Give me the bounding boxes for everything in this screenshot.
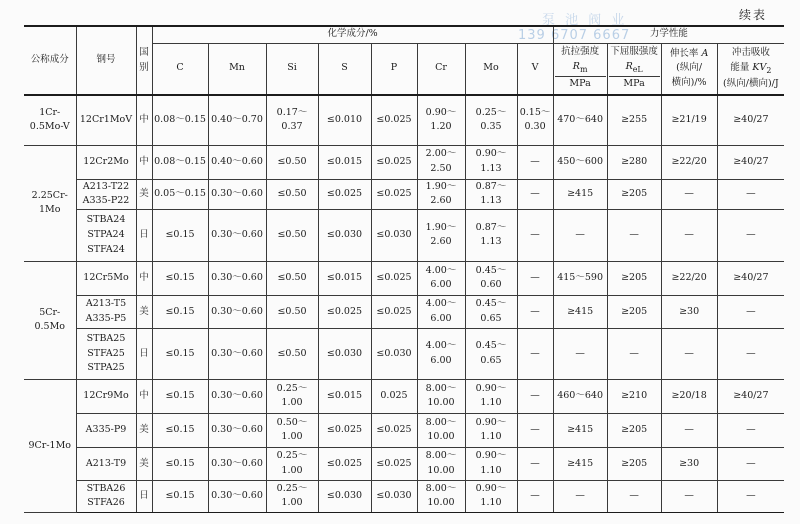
cr-cell: [417, 95, 465, 145]
v-line: —: [530, 347, 540, 359]
cr-cell: [417, 379, 465, 413]
continued-label: 续表: [739, 8, 768, 22]
p-cell: ≤0.025: [371, 145, 417, 179]
nominal-line: 2.25Cr-: [31, 189, 68, 201]
header-yield-label: 下屈服强度: [610, 46, 658, 58]
rel-cell: ≥205: [607, 261, 661, 295]
rm-cell: ≥415: [553, 413, 607, 447]
v-cell: [517, 447, 553, 480]
header-s: S: [318, 43, 371, 95]
v-line: —: [530, 272, 540, 284]
c-cell: ≤0.15: [152, 295, 208, 328]
cr-line: 1.90～: [425, 221, 457, 233]
kv-cell: —: [717, 328, 784, 379]
cr-cell: [417, 295, 465, 328]
grade-cell: [76, 413, 136, 447]
v-line: —: [530, 155, 540, 167]
a-cell: —: [661, 328, 717, 379]
kv-cell: —: [717, 179, 784, 209]
a-cell: ≥30: [661, 447, 717, 480]
header-elong-symbol: A: [701, 47, 709, 59]
grade-cell: [76, 328, 136, 379]
mo-cell: 0.25～0.35: [465, 95, 517, 145]
cr-line: 8.00～: [425, 450, 457, 462]
rel-cell: ≥205: [607, 447, 661, 480]
c-cell: ≤0.15: [152, 209, 208, 261]
header-impact-l2: 能量: [730, 61, 753, 73]
si-cell: ≤0.50: [266, 295, 318, 328]
grade-line: 12Cr5Mo: [83, 272, 129, 284]
cr-cell: [417, 480, 465, 512]
mn-cell: 0.40～0.70: [208, 95, 266, 145]
cr-cell: [417, 261, 465, 295]
mn-cell: 0.30～0.60: [208, 295, 266, 328]
rel-cell: ≥255: [607, 95, 661, 145]
a-cell: ≥20/18: [661, 379, 717, 413]
rel-cell: —: [607, 480, 661, 512]
cr-cell: [417, 209, 465, 261]
grade-line: A213-T9: [85, 457, 127, 469]
country-cell: 中: [136, 379, 152, 413]
cr-cell: [417, 413, 465, 447]
a-cell: ≥30: [661, 295, 717, 328]
s-cell: ≤0.010: [318, 95, 371, 145]
v-line: —: [530, 424, 540, 436]
rm-cell: 450～600: [553, 145, 607, 179]
rm-cell: —: [553, 480, 607, 512]
p-cell: ≤0.030: [371, 209, 417, 261]
cr-line: 8.00～: [425, 416, 457, 428]
c-cell: 0.05～0.15: [152, 179, 208, 209]
rm-cell: ≥415: [553, 295, 607, 328]
v-cell: [517, 379, 553, 413]
nominal-line: 0.5Mo-V: [29, 121, 70, 133]
kv-cell: ≥40/27: [717, 145, 784, 179]
header-si: Si: [266, 43, 318, 95]
kv-cell: —: [717, 447, 784, 480]
a-cell: ≥22/20: [661, 145, 717, 179]
header-mech-group: 力学性能: [553, 26, 784, 43]
watermark-name: 泵 池 阀 业: [542, 13, 628, 28]
country-cell: 日: [136, 480, 152, 512]
a-cell: ≥22/20: [661, 261, 717, 295]
v-line: —: [530, 229, 540, 241]
c-cell: ≤0.15: [152, 447, 208, 480]
grade-line: STFA25: [87, 347, 125, 359]
mo-cell: 0.87～1.13: [465, 209, 517, 261]
grade-line: 12Cr1MoV: [79, 113, 133, 125]
grade-cell: [76, 295, 136, 328]
grade-line: STPA25: [87, 362, 125, 374]
header-v: V: [517, 43, 553, 95]
mn-cell: 0.30～0.60: [208, 379, 266, 413]
header-mn: Mn: [208, 43, 266, 95]
a-cell: —: [661, 179, 717, 209]
grade-line: STBA26: [86, 482, 126, 494]
header-cr: Cr: [417, 43, 465, 95]
s-cell: ≤0.030: [318, 328, 371, 379]
cr-line: 2.60: [430, 195, 452, 207]
s-cell: ≤0.025: [318, 179, 371, 209]
si-cell: ≤0.50: [266, 328, 318, 379]
country-cell: 日: [136, 328, 152, 379]
mn-cell: 0.30～0.60: [208, 328, 266, 379]
s-cell: ≤0.025: [318, 295, 371, 328]
v-line: —: [530, 305, 540, 317]
p-cell: ≤0.025: [371, 413, 417, 447]
p-cell: ≤0.030: [371, 480, 417, 512]
p-cell: ≤0.025: [371, 261, 417, 295]
v-line: —: [530, 457, 540, 469]
mo-cell: 0.90～1.10: [465, 447, 517, 480]
si-cell: 0.17～0.37: [266, 95, 318, 145]
country-cell: 日: [136, 209, 152, 261]
si-cell: 0.50～1.00: [266, 413, 318, 447]
grade-line: STFA26: [87, 497, 125, 509]
kv-cell: —: [717, 480, 784, 512]
grade-cell: [76, 145, 136, 179]
v-cell: [517, 209, 553, 261]
header-country-l2: 别: [139, 61, 149, 73]
mo-cell: 0.90～1.10: [465, 379, 517, 413]
rel-cell: ≥205: [607, 179, 661, 209]
cr-line: 6.00: [430, 279, 452, 291]
mo-cell: 0.45～0.65: [465, 295, 517, 328]
country-cell: 美: [136, 413, 152, 447]
header-country: [136, 26, 152, 95]
cr-cell: [417, 179, 465, 209]
grade-line: 12Cr2Mo: [83, 155, 129, 167]
v-line: —: [530, 490, 540, 502]
kv-cell: ≥40/27: [717, 261, 784, 295]
header-elong-l2: (纵向/: [676, 62, 703, 74]
s-cell: ≤0.015: [318, 145, 371, 179]
mo-cell: 0.87～1.13: [465, 179, 517, 209]
si-cell: ≤0.50: [266, 261, 318, 295]
header-tensile-label: 抗拉强度: [561, 46, 600, 58]
header-elong-label: 伸长率: [669, 47, 702, 59]
mo-cell: 0.45～0.65: [465, 328, 517, 379]
grade-cell: [76, 209, 136, 261]
v-cell: [517, 295, 553, 328]
cr-line: 10.00: [427, 464, 455, 476]
header-tensile: [553, 43, 607, 95]
mo-cell: 0.90～1.13: [465, 145, 517, 179]
v-cell: [517, 145, 553, 179]
header-impact-l3: (纵向/横向)/J: [723, 77, 779, 89]
cr-line: 4.00～: [425, 340, 457, 352]
grade-line: A213-T5: [85, 298, 127, 310]
cr-line: 0.90～: [425, 106, 457, 118]
country-cell: 中: [136, 145, 152, 179]
c-cell: ≤0.15: [152, 413, 208, 447]
nominal-cell: [24, 261, 76, 379]
country-cell: 中: [136, 261, 152, 295]
v-line: —: [530, 187, 540, 199]
header-tensile-unit: MPa: [555, 76, 606, 92]
grade-cell: [76, 480, 136, 512]
si-cell: 0.25～1.00: [266, 480, 318, 512]
grade-line: A213-T22: [82, 180, 130, 192]
c-cell: 0.08～0.15: [152, 95, 208, 145]
v-cell: [517, 261, 553, 295]
table-row: [24, 379, 784, 413]
p-cell: ≤0.025: [371, 95, 417, 145]
rm-cell: ≥415: [553, 179, 607, 209]
header-elongation: [661, 43, 717, 95]
table-row: [24, 145, 784, 179]
grade-cell: [76, 179, 136, 209]
c-cell: ≤0.15: [152, 328, 208, 379]
cr-line: 4.00～: [425, 264, 457, 276]
grade-line: STFA24: [87, 243, 125, 255]
p-cell: ≤0.025: [371, 447, 417, 480]
rm-cell: ≥415: [553, 447, 607, 480]
grade-line: STBA24: [86, 214, 126, 226]
rel-cell: ≥205: [607, 295, 661, 328]
grade-line: A335-P22: [82, 195, 130, 207]
mn-cell: 0.40～0.60: [208, 145, 266, 179]
s-cell: ≤0.015: [318, 261, 371, 295]
header-yield-unit: MPa: [609, 76, 660, 92]
nominal-line: 1Mo: [39, 204, 61, 216]
v-cell: [517, 95, 553, 145]
grade-line: STBA25: [86, 332, 126, 344]
header-p: P: [371, 43, 417, 95]
kv-cell: —: [717, 413, 784, 447]
nominal-cell: [24, 379, 76, 512]
p-cell: ≤0.025: [371, 179, 417, 209]
grade-cell: [76, 95, 136, 145]
c-cell: 0.08～0.15: [152, 145, 208, 179]
p-cell: ≤0.030: [371, 328, 417, 379]
grade-line: A335-P9: [85, 424, 127, 436]
grade-cell: [76, 261, 136, 295]
cr-line: 4.00～: [425, 298, 457, 310]
header-mo: Mo: [465, 43, 517, 95]
mn-cell: 0.30～0.60: [208, 413, 266, 447]
header-c: C: [152, 43, 208, 95]
rel-cell: —: [607, 328, 661, 379]
table-row: [24, 209, 784, 261]
mn-cell: 0.30～0.60: [208, 447, 266, 480]
header-impact-symbol: KV: [752, 61, 767, 73]
v-cell: [517, 179, 553, 209]
grade-line: 12Cr9Mo: [83, 390, 129, 402]
cr-line: 10.00: [427, 397, 455, 409]
header-tensile-sub: m: [579, 65, 588, 75]
table-row: [24, 480, 784, 512]
p-cell: ≤0.025: [371, 295, 417, 328]
nominal-line: 9Cr-1Mo: [28, 439, 72, 451]
s-cell: ≤0.015: [318, 379, 371, 413]
si-cell: ≤0.50: [266, 145, 318, 179]
table-row: [24, 295, 784, 328]
rm-cell: 460～640: [553, 379, 607, 413]
p-cell: 0.025: [371, 379, 417, 413]
kv-cell: —: [717, 295, 784, 328]
country-cell: 美: [136, 179, 152, 209]
si-cell: ≤0.50: [266, 209, 318, 261]
nominal-cell: [24, 95, 76, 145]
c-cell: ≤0.15: [152, 261, 208, 295]
nominal-cell: [24, 145, 76, 261]
rm-cell: —: [553, 209, 607, 261]
v-cell: [517, 413, 553, 447]
header-grade: 钢号: [76, 26, 136, 95]
table-row: [24, 179, 784, 209]
rel-cell: —: [607, 209, 661, 261]
header-impact-l1: 冲击吸收: [731, 46, 770, 58]
cr-line: 6.00: [430, 312, 452, 324]
a-cell: —: [661, 413, 717, 447]
cr-line: 2.60: [430, 236, 452, 248]
header-tensile-symbol: R: [572, 61, 580, 73]
rel-cell: ≥280: [607, 145, 661, 179]
header-yield-sub: eL: [632, 65, 643, 75]
v-line: —: [530, 390, 540, 402]
kv-cell: —: [717, 209, 784, 261]
table-row: [24, 447, 784, 480]
v-cell: [517, 480, 553, 512]
grade-cell: [76, 447, 136, 480]
header-yield-symbol: R: [625, 61, 633, 73]
country-cell: 美: [136, 447, 152, 480]
header-yield: [607, 43, 661, 95]
rm-cell: —: [553, 328, 607, 379]
table-row: [24, 95, 784, 145]
mo-cell: 0.90～1.10: [465, 480, 517, 512]
v-cell: [517, 328, 553, 379]
rel-cell: ≥210: [607, 379, 661, 413]
header-impact-sub: 2: [766, 65, 772, 75]
rm-cell: 470～640: [553, 95, 607, 145]
s-cell: ≤0.025: [318, 413, 371, 447]
steel-spec-table: [24, 25, 784, 513]
nominal-line: 5Cr-: [39, 306, 61, 318]
nominal-line: 0.5Mo: [34, 321, 66, 333]
cr-cell: [417, 328, 465, 379]
mn-cell: 0.30～0.60: [208, 480, 266, 512]
mo-cell: 0.90～1.10: [465, 413, 517, 447]
cr-line: 8.00～: [425, 482, 457, 494]
cr-line: 10.00: [427, 431, 455, 443]
a-cell: ≥21/19: [661, 95, 717, 145]
cr-line: 6.00: [430, 354, 452, 366]
cr-line: 1.90～: [425, 180, 457, 192]
table-row: [24, 328, 784, 379]
v-line: 0.15～: [519, 106, 551, 118]
kv-cell: ≥40/27: [717, 379, 784, 413]
mn-cell: 0.30～0.60: [208, 209, 266, 261]
s-cell: ≤0.030: [318, 480, 371, 512]
cr-cell: [417, 145, 465, 179]
watermark-phone: 139 6707 6667: [518, 28, 631, 43]
a-cell: —: [661, 209, 717, 261]
a-cell: —: [661, 480, 717, 512]
grade-line: A335-P5: [85, 312, 127, 324]
country-cell: 中: [136, 95, 152, 145]
cr-line: 1.20: [430, 121, 452, 133]
table-row: [24, 413, 784, 447]
header-impact: [717, 43, 784, 95]
mo-cell: 0.45～0.60: [465, 261, 517, 295]
c-cell: ≤0.15: [152, 480, 208, 512]
header-chem-group: 化学成分/%: [152, 26, 553, 43]
s-cell: ≤0.025: [318, 447, 371, 480]
cr-line: 8.00～: [425, 382, 457, 394]
mn-cell: 0.30～0.60: [208, 179, 266, 209]
cr-line: 2.50: [430, 163, 452, 174]
s-cell: ≤0.030: [318, 209, 371, 261]
cr-cell: [417, 447, 465, 480]
c-cell: ≤0.15: [152, 379, 208, 413]
kv-cell: ≥40/27: [717, 95, 784, 145]
si-cell: 0.25～1.00: [266, 447, 318, 480]
cr-line: 2.00～: [425, 148, 457, 160]
v-line: 0.30: [524, 121, 546, 133]
grade-cell: [76, 379, 136, 413]
nominal-line: 1Cr-: [39, 106, 61, 118]
rm-cell: 415～590: [553, 261, 607, 295]
si-cell: 0.25～1.00: [266, 379, 318, 413]
si-cell: ≤0.50: [266, 179, 318, 209]
rel-cell: ≥205: [607, 413, 661, 447]
country-cell: 美: [136, 295, 152, 328]
table-row: [24, 261, 784, 295]
mn-cell: 0.30～0.60: [208, 261, 266, 295]
cr-line: 10.00: [427, 497, 455, 509]
header-elong-l3: 横向)/%: [671, 77, 707, 89]
header-nominal: 公称成分: [24, 26, 76, 95]
header-country-l1: 国: [139, 46, 149, 58]
grade-line: STPA24: [87, 229, 125, 241]
